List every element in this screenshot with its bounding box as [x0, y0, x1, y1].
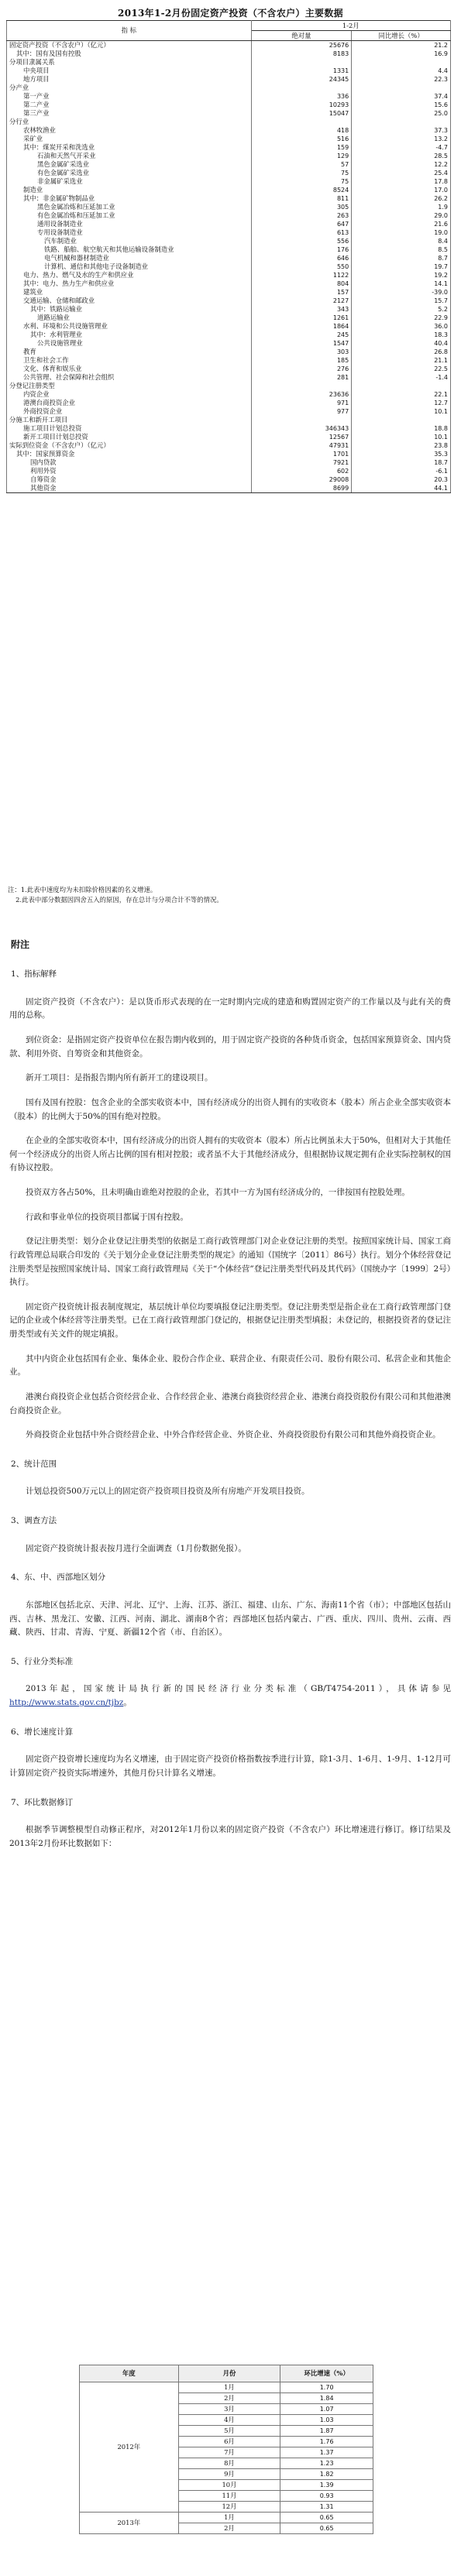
header-absolute: 绝对量 — [251, 31, 352, 41]
row-absolute-value: 305 — [251, 203, 352, 211]
row-absolute-value: 647 — [251, 220, 352, 228]
row-label: 分行业 — [7, 118, 252, 126]
paragraph: 计划总投资500万元以上的固定资产投资项目投资及所有房地产开发项目投资。 — [26, 1487, 310, 1497]
row-label: 黑色金属冶炼和压延加工业 — [7, 203, 252, 211]
revision-row — [80, 2513, 373, 2523]
row-growth-value: 44.1 — [352, 484, 451, 493]
revision-table — [79, 2365, 373, 2534]
table-row — [7, 382, 451, 390]
table-row — [7, 135, 451, 143]
section-title-7: 7、环比数据修订 — [11, 1797, 74, 1807]
row-label: 第三产业 — [7, 109, 252, 118]
row-label: 内资企业 — [7, 390, 252, 399]
row-absolute-value — [251, 416, 352, 424]
row-label: 第二产业 — [7, 101, 252, 109]
paragraph: 固定资产投资统计报表按月进行全面调查（1月份数据免报）。 — [26, 1543, 246, 1553]
row-absolute-value — [251, 382, 352, 390]
row-growth-value: 21.2 — [352, 41, 451, 50]
row-absolute-value: 29008 — [251, 475, 352, 484]
table-row — [7, 331, 451, 339]
row-absolute-value: 613 — [251, 228, 352, 237]
row-growth-value: 22.9 — [352, 314, 451, 322]
row-label: 教育 — [7, 348, 252, 356]
table-row — [7, 475, 451, 484]
table-row — [7, 109, 451, 118]
row-absolute-value: 47931 — [251, 441, 352, 450]
table-row — [7, 373, 451, 382]
paragraph-text: 。 — [123, 1698, 132, 1708]
row-growth-value: 12.2 — [352, 160, 451, 169]
row-label: 电力、热力、燃气及水的生产和供应业 — [7, 271, 252, 280]
revision-month: 4月 — [178, 2415, 280, 2426]
row-growth-value: 1.9 — [352, 203, 451, 211]
row-absolute-value: 176 — [251, 245, 352, 254]
table-row — [7, 305, 451, 314]
table-row — [7, 203, 451, 211]
row-label: 施工项目计划总投资 — [7, 424, 252, 433]
row-growth-value — [352, 84, 451, 92]
table-row — [7, 186, 451, 194]
row-label: 其他资金 — [7, 484, 252, 493]
paragraph: 固定资产投资统计报表制度规定，基层统计单位均要填报登记注册类型。登记注册类型是指企业在工商行政管理部门登记的企业或个体经营等注册类型。已在工商行政管理部门登记的，根据登记注册类型填报；未登记的，根据投资者的登记注册类型或有关文件的规定填报。 — [9, 1302, 451, 1339]
row-label: 其中：电力、热力生产和供应业 — [7, 280, 252, 288]
table-row — [7, 58, 451, 67]
table-row — [7, 390, 451, 399]
row-growth-value: 22.3 — [352, 75, 451, 84]
row-growth-value: 18.8 — [352, 424, 451, 433]
row-label: 固定资产投资（不含农户）（亿元） — [7, 41, 252, 50]
row-label: 交通运输、仓储和邮政业 — [7, 297, 252, 305]
table-row — [7, 280, 451, 288]
table-row — [7, 433, 451, 441]
row-growth-value — [352, 382, 451, 390]
table-row — [7, 271, 451, 280]
table-row — [7, 194, 451, 203]
revision-rate: 1.03 — [280, 2415, 373, 2426]
revision-rate: 0.65 — [280, 2513, 373, 2523]
table-row — [7, 416, 451, 424]
table-row — [7, 399, 451, 407]
row-growth-value: 26.8 — [352, 348, 451, 356]
table-row — [7, 314, 451, 322]
table-row — [7, 228, 451, 237]
row-absolute-value: 10293 — [251, 101, 352, 109]
row-absolute-value: 1331 — [251, 67, 352, 75]
row-label: 文化、体育和娱乐业 — [7, 365, 252, 373]
row-growth-value: 10.1 — [352, 433, 451, 441]
row-absolute-value: 8183 — [251, 50, 352, 58]
row-growth-value: 26.2 — [352, 194, 451, 203]
paragraph: 港澳台商投资企业包括合资经营企业、合作经营企业、港澳台商独资经营企业、港澳台商投资股份有限公司和其他港澳台商投资企业。 — [9, 1391, 451, 1415]
paragraph: 新开工项目：是指报告期内所有新开工的建设项目。 — [26, 1073, 213, 1083]
table-row — [7, 118, 451, 126]
revision-month: 9月 — [178, 2469, 280, 2480]
paragraph: 行政和事业单位的投资项目都属于国有控股。 — [26, 1212, 188, 1222]
row-absolute-value: 804 — [251, 280, 352, 288]
table-header-row-1 — [7, 21, 451, 31]
table-row — [7, 254, 451, 262]
row-label: 有色金属矿采选业 — [7, 169, 252, 177]
revision-month: 11月 — [178, 2491, 280, 2502]
row-label: 道路运输业 — [7, 314, 252, 322]
row-absolute-value: 646 — [251, 254, 352, 262]
table-row — [7, 220, 451, 228]
revision-rate: 1.37 — [280, 2447, 373, 2458]
paragraph: 固定资产投资增长速度均为名义增速，由于固定资产投资价格指数按季进行计算，除1-3月、1-6月、1-9月、1-12月可计算固定资产投资实际增速外，其他月份只计算名义增速。 — [9, 1754, 451, 1778]
revision-header-year: 年度 — [80, 2365, 179, 2382]
row-growth-value: 17.8 — [352, 177, 451, 186]
table-row — [7, 160, 451, 169]
header-period: 1-2月 — [251, 21, 450, 31]
row-growth-value — [352, 58, 451, 67]
row-growth-value: 18.3 — [352, 331, 451, 339]
revision-month: 1月 — [178, 2513, 280, 2523]
row-label: 分登记注册类型 — [7, 382, 252, 390]
revision-month: 12月 — [178, 2502, 280, 2513]
row-label: 实际到位资金（不含农户）（亿元） — [7, 441, 252, 450]
revision-year: 2013年 — [80, 2513, 179, 2534]
row-absolute-value: 8524 — [251, 186, 352, 194]
row-label: 其中：国家预算资金 — [7, 450, 252, 458]
row-growth-value: 14.1 — [352, 280, 451, 288]
row-absolute-value: 281 — [251, 373, 352, 382]
row-label: 新开工项目计划总投资 — [7, 433, 252, 441]
row-absolute-value: 24345 — [251, 75, 352, 84]
row-label: 黑色金属矿采选业 — [7, 160, 252, 169]
section-title-4: 4、东、中、西部地区划分 — [11, 1573, 106, 1583]
table-row — [7, 424, 451, 433]
row-label: 通用设备制造业 — [7, 220, 252, 228]
row-absolute-value — [251, 84, 352, 92]
table-row — [7, 41, 451, 50]
row-absolute-value: 336 — [251, 92, 352, 101]
header-indicator: 指 标 — [7, 21, 252, 41]
table-row — [7, 450, 451, 458]
row-label: 其中：煤炭开采和洗选业 — [7, 143, 252, 152]
row-growth-value: 21.6 — [352, 220, 451, 228]
row-absolute-value: 159 — [251, 143, 352, 152]
row-absolute-value: 343 — [251, 305, 352, 314]
row-label: 中央项目 — [7, 67, 252, 75]
revision-rate: 1.31 — [280, 2502, 373, 2513]
revision-table-body — [80, 2382, 373, 2534]
row-absolute-value: 1864 — [251, 322, 352, 331]
row-label: 制造业 — [7, 186, 252, 194]
row-absolute-value: 75 — [251, 177, 352, 186]
row-absolute-value: 185 — [251, 356, 352, 365]
revision-rate: 0.93 — [280, 2491, 373, 2502]
table-row — [7, 458, 451, 467]
row-label: 分产业 — [7, 84, 252, 92]
table-row — [7, 356, 451, 365]
section-title-6: 6、增长速度计算 — [11, 1727, 74, 1737]
revision-year: 2012年 — [80, 2382, 179, 2513]
revision-month: 7月 — [178, 2447, 280, 2458]
table-row — [7, 348, 451, 356]
table-row — [7, 211, 451, 220]
paragraph: 东部地区包括北京、天津、河北、辽宁、上海、江苏、浙江、福建、山东、广东、海南11个省（市）；中部地区包括山西、吉林、黑龙江、安徽、江西、河南、湖北、湖南8个省；西部地区包括内蒙古、广西、重庆、四川、贵州、云南、西藏、陕西、甘肃、青海、宁夏、新疆12个省（市、自治区）。 — [9, 1600, 451, 1638]
revision-rate: 1.87 — [280, 2426, 373, 2437]
row-absolute-value: 25676 — [251, 41, 352, 50]
row-growth-value: 8.5 — [352, 245, 451, 254]
table-row — [7, 322, 451, 331]
revision-rate: 1.07 — [280, 2404, 373, 2415]
row-absolute-value: 75 — [251, 169, 352, 177]
row-absolute-value: 516 — [251, 135, 352, 143]
table-row — [7, 297, 451, 305]
row-growth-value: 5.2 — [352, 305, 451, 314]
revision-rate: 1.84 — [280, 2393, 373, 2404]
revision-month: 3月 — [178, 2404, 280, 2415]
table-row — [7, 339, 451, 348]
row-absolute-value: 971 — [251, 399, 352, 407]
row-growth-value: 35.3 — [352, 450, 451, 458]
table-row — [7, 467, 451, 475]
revision-month: 1月 — [178, 2382, 280, 2393]
table-row — [7, 365, 451, 373]
table-row — [7, 237, 451, 245]
table-row — [7, 75, 451, 84]
row-growth-value: 20.3 — [352, 475, 451, 484]
row-absolute-value: 15047 — [251, 109, 352, 118]
revision-month: 2月 — [178, 2523, 280, 2534]
paragraph — [9, 1682, 451, 1710]
row-growth-value: 22.1 — [352, 390, 451, 399]
row-label: 建筑业 — [7, 288, 252, 297]
paragraph: 国有及国有控股：包含企业的全部实收资本中，国有经济成分的出资人拥有的实收资本（股本）所占企业全部实收资本（股本）的比例大于50%的国有绝对控股。 — [9, 1097, 451, 1121]
row-growth-value: 19.2 — [352, 271, 451, 280]
revision-month: 5月 — [178, 2426, 280, 2437]
row-absolute-value: 8699 — [251, 484, 352, 493]
row-growth-value — [352, 118, 451, 126]
paragraph: 根据季节调整模型自动修正程序，对2012年1月份以来的固定资产投资（不含农户）环比增速进行修订。修订结果及2013年2月份环比数据如下： — [9, 1825, 451, 1848]
table-row — [7, 143, 451, 152]
revision-month: 10月 — [178, 2480, 280, 2491]
row-absolute-value: 129 — [251, 152, 352, 160]
row-absolute-value: 1547 — [251, 339, 352, 348]
row-label: 分项目隶属关系 — [7, 58, 252, 67]
row-growth-value: 4.4 — [352, 67, 451, 75]
row-label: 铁路、船舶、航空航天和其他运输设备制造业 — [7, 245, 252, 254]
row-growth-value: 28.5 — [352, 152, 451, 160]
table-row — [7, 262, 451, 271]
paragraph: 投资双方各占50%，且未明确由谁绝对控股的企业，若其中一方为国有经济成分的，一律按国有控股处理。 — [26, 1188, 410, 1198]
row-label: 汽车制造业 — [7, 237, 252, 245]
paragraph-text: 2013年起，国家统计局执行新的国民经济行业分类标准（GB/T4754-2011），具体请参见 — [26, 1684, 451, 1694]
revision-row — [80, 2382, 373, 2393]
row-absolute-value: 811 — [251, 194, 352, 203]
row-label: 石油和天然气开采业 — [7, 152, 252, 160]
row-absolute-value: 1701 — [251, 450, 352, 458]
row-absolute-value: 303 — [251, 348, 352, 356]
table-notes — [8, 885, 453, 905]
revision-month: 6月 — [178, 2437, 280, 2447]
row-growth-value: 37.3 — [352, 126, 451, 135]
row-absolute-value: 556 — [251, 237, 352, 245]
revision-rate: 0.65 — [280, 2523, 373, 2534]
note-2: 2.此表中部分数据因四舍五入的原因，存在总计与分项合计不等的情况。 — [15, 896, 223, 904]
row-growth-value: 8.4 — [352, 237, 451, 245]
row-label: 公共设施管理业 — [7, 339, 252, 348]
row-growth-value: 25.0 — [352, 109, 451, 118]
revision-rate: 1.76 — [280, 2437, 373, 2447]
row-absolute-value: 977 — [251, 407, 352, 416]
row-growth-value — [352, 416, 451, 424]
row-growth-value: 10.1 — [352, 407, 451, 416]
appendix-heading: 附注 — [11, 939, 30, 950]
row-label: 其中：铁路运输业 — [7, 305, 252, 314]
paragraph: 外商投资企业包括中外合资经营企业、中外合作经营企业、外资企业、外商投资股份有限公司和其他外商投资企业。 — [26, 1430, 441, 1440]
stats-standard-link[interactable]: http://www.stats.gov.cn/tjbz — [9, 1698, 124, 1708]
row-growth-value: 22.5 — [352, 365, 451, 373]
row-growth-value: -39.0 — [352, 288, 451, 297]
table-row — [7, 288, 451, 297]
row-growth-value: 36.0 — [352, 322, 451, 331]
revision-header-row — [80, 2365, 373, 2382]
table-row — [7, 441, 451, 450]
table-row — [7, 152, 451, 160]
row-label: 地方项目 — [7, 75, 252, 84]
row-absolute-value: 157 — [251, 288, 352, 297]
row-growth-value: -1.4 — [352, 373, 451, 382]
revision-month: 8月 — [178, 2458, 280, 2469]
row-growth-value: 15.6 — [352, 101, 451, 109]
row-label: 其中：国有及国有控股 — [7, 50, 252, 58]
paragraph: 登记注册类型：划分企业登记注册类型的依据是工商行政管理部门对企业登记注册的类型。按照国家统计局、国家工商行政管理总局联合印发的《关于划分企业登记注册类型的规定》的通知（国统字〔2011〕86号）执行。划分个体经营登记注册类型是按照国家统计局、国家工商行政管理局《关于“个体经营”登记注册类型代码及其代码》（国统办字〔1999〕2号）执行。 — [9, 1237, 451, 1288]
row-label: 外商投资企业 — [7, 407, 252, 416]
table-row — [7, 67, 451, 75]
paragraph: 其中内资企业包括国有企业、集体企业、股份合作企业、联营企业、有限责任公司、股份有限公司、私营企业和其他企业。 — [9, 1353, 451, 1377]
row-growth-value: -6.1 — [352, 467, 451, 475]
row-absolute-value: 12567 — [251, 433, 352, 441]
row-label: 农林牧渔业 — [7, 126, 252, 135]
row-label: 采矿业 — [7, 135, 252, 143]
row-growth-value: 13.2 — [352, 135, 451, 143]
section-title-2: 2、统计范围 — [11, 1459, 57, 1469]
row-absolute-value: 418 — [251, 126, 352, 135]
table-row — [7, 407, 451, 416]
row-label: 专用设备制造业 — [7, 228, 252, 237]
row-label: 自筹资金 — [7, 475, 252, 484]
row-label: 计算机、通信和其他电子设备制造业 — [7, 262, 252, 271]
table-row — [7, 245, 451, 254]
table-row — [7, 50, 451, 58]
row-absolute-value: 1261 — [251, 314, 352, 322]
section-title-5: 5、行业分类标准 — [11, 1656, 74, 1666]
row-growth-value: 19.0 — [352, 228, 451, 237]
row-growth-value: 17.0 — [352, 186, 451, 194]
row-growth-value: 16.9 — [352, 50, 451, 58]
header-growth: 同比增长（%） — [352, 31, 451, 41]
table-row — [7, 484, 451, 493]
revision-rate: 1.23 — [280, 2458, 373, 2469]
row-absolute-value — [251, 118, 352, 126]
row-growth-value: 18.7 — [352, 458, 451, 467]
row-growth-value: 21.1 — [352, 356, 451, 365]
row-growth-value: 40.4 — [352, 339, 451, 348]
row-label: 有色金属冶炼和压延加工业 — [7, 211, 252, 220]
page-title: 2013年1-2月份固定资产投资（不含农户）主要数据 — [118, 8, 343, 19]
row-growth-value: 12.7 — [352, 399, 451, 407]
main-table-body — [7, 41, 451, 493]
row-growth-value: 8.7 — [352, 254, 451, 262]
table-row — [7, 101, 451, 109]
table-row — [7, 177, 451, 186]
section-title-1: 1、指标解释 — [11, 969, 57, 979]
row-label: 其中：水利管理业 — [7, 331, 252, 339]
row-growth-value: 19.7 — [352, 262, 451, 271]
row-label: 第一产业 — [7, 92, 252, 101]
row-absolute-value — [251, 58, 352, 67]
row-growth-value: 23.8 — [352, 441, 451, 450]
appendix — [9, 937, 451, 1861]
row-growth-value: 29.0 — [352, 211, 451, 220]
row-label: 公共管理、社会保障和社会组织 — [7, 373, 252, 382]
row-label: 非金属矿采选业 — [7, 177, 252, 186]
revision-header-rate: 环比增速（%） — [280, 2365, 373, 2382]
row-growth-value: -4.7 — [352, 143, 451, 152]
row-absolute-value: 346343 — [251, 424, 352, 433]
row-label: 分施工和新开工项目 — [7, 416, 252, 424]
row-absolute-value: 550 — [251, 262, 352, 271]
row-label: 电气机械和器材制造业 — [7, 254, 252, 262]
row-growth-value: 37.4 — [352, 92, 451, 101]
paragraph: 到位资金：是指固定资产投资单位在报告期内收到的，用于固定资产投资的各种货币资金，包括国家预算资金、国内贷款、利用外资、自筹资金和其他资金。 — [9, 1035, 451, 1058]
table-row — [7, 92, 451, 101]
table-row — [7, 169, 451, 177]
row-absolute-value: 602 — [251, 467, 352, 475]
table-row — [7, 84, 451, 92]
row-absolute-value: 276 — [251, 365, 352, 373]
row-label: 国内贷款 — [7, 458, 252, 467]
row-label: 港澳台商投资企业 — [7, 399, 252, 407]
row-label: 其中：非金属矿物制品业 — [7, 194, 252, 203]
row-label: 水利、环境和公共设施管理业 — [7, 322, 252, 331]
revision-rate: 1.82 — [280, 2469, 373, 2480]
row-absolute-value: 23636 — [251, 390, 352, 399]
revision-header-month: 月份 — [178, 2365, 280, 2382]
paragraph: 在企业的全部实收资本中，国有经济成分的出资人拥有的实收资本（股本）所占比例虽未大于50%，但相对大于其他任何一个经济成分的出资人所占比例的国有相对控股；或者虽不大于其他经济成分，但根据协议规定拥有企业实际控制权的国有协议控股。 — [9, 1136, 451, 1173]
row-absolute-value: 57 — [251, 160, 352, 169]
note-1: 注：1.此表中速度均为未扣除价格因素的名义增速。 — [8, 886, 157, 894]
row-growth-value: 25.4 — [352, 169, 451, 177]
revision-rate: 1.70 — [280, 2382, 373, 2393]
row-absolute-value: 1122 — [251, 271, 352, 280]
row-label: 利用外资 — [7, 467, 252, 475]
table-row — [7, 126, 451, 135]
row-growth-value: 15.7 — [352, 297, 451, 305]
row-absolute-value: 2127 — [251, 297, 352, 305]
revision-month: 2月 — [178, 2393, 280, 2404]
paragraph: 固定资产投资（不含农户）：是以货币形式表现的在一定时期内完成的建造和购置固定资产的工作量以及与此有关的费用的总称。 — [9, 996, 451, 1020]
row-absolute-value: 7921 — [251, 458, 352, 467]
revision-rate: 1.39 — [280, 2480, 373, 2491]
row-label: 卫生和社会工作 — [7, 356, 252, 365]
row-absolute-value: 263 — [251, 211, 352, 220]
main-data-table — [6, 20, 451, 493]
section-title-3: 3、调查方法 — [11, 1516, 57, 1526]
row-absolute-value: 245 — [251, 331, 352, 339]
